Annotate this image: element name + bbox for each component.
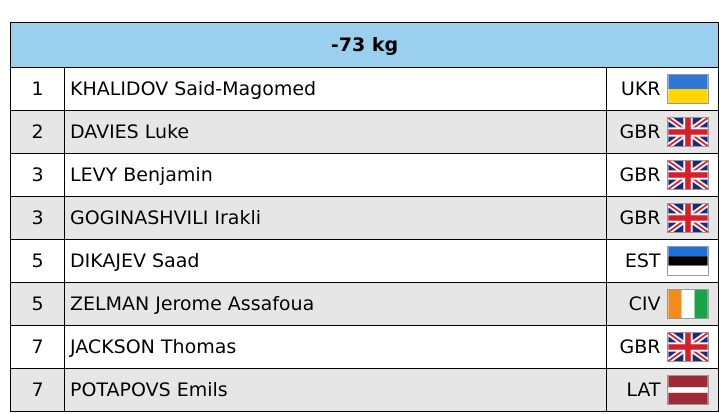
- category-title: -73 kg: [11, 23, 719, 68]
- rank-cell: 7: [11, 369, 65, 412]
- nation-code: GBR: [607, 326, 667, 369]
- nation-code: GBR: [607, 154, 667, 197]
- uk-flag-icon: [667, 203, 709, 233]
- table-row: [11, 283, 719, 326]
- latvia-flag-icon: [667, 375, 709, 405]
- nation-code: UKR: [607, 68, 667, 111]
- athlete-name: GOGINASHVILI Irakli: [65, 197, 607, 240]
- category-header-row: [11, 23, 719, 68]
- rank-cell: 3: [11, 154, 65, 197]
- uk-flag-icon: [667, 117, 709, 147]
- nation-code: EST: [607, 240, 667, 283]
- results-sheet: [10, 22, 719, 414]
- athlete-name: POTAPOVS Emils: [65, 369, 607, 412]
- table-row: [11, 111, 719, 154]
- nation-code: LAT: [607, 369, 667, 412]
- table-row: [11, 197, 719, 240]
- athlete-name: DIKAJEV Saad: [65, 240, 607, 283]
- table-row: [11, 240, 719, 283]
- estonia-flag-icon: [667, 246, 709, 276]
- rank-cell: 2: [11, 111, 65, 154]
- rank-cell: 1: [11, 68, 65, 111]
- rank-cell: 5: [11, 283, 65, 326]
- rank-cell: 7: [11, 326, 65, 369]
- results-table: [10, 22, 719, 412]
- uk-flag-icon: [667, 160, 709, 190]
- nation-code: CIV: [607, 283, 667, 326]
- ivory-coast-flag-icon: [667, 289, 709, 319]
- table-row: [11, 154, 719, 197]
- athlete-name: LEVY Benjamin: [65, 154, 607, 197]
- athlete-name: KHALIDOV Said-Magomed: [65, 68, 607, 111]
- nation-code: GBR: [607, 197, 667, 240]
- rank-cell: 3: [11, 197, 65, 240]
- nation-code: GBR: [607, 111, 667, 154]
- rank-cell: 5: [11, 240, 65, 283]
- table-row: [11, 369, 719, 412]
- table-row: [11, 68, 719, 111]
- table-row: [11, 326, 719, 369]
- ukraine-flag-icon: [667, 74, 709, 104]
- athlete-name: ZELMAN Jerome Assafoua: [65, 283, 607, 326]
- athlete-name: DAVIES Luke: [65, 111, 607, 154]
- uk-flag-icon: [667, 332, 709, 362]
- athlete-name: JACKSON Thomas: [65, 326, 607, 369]
